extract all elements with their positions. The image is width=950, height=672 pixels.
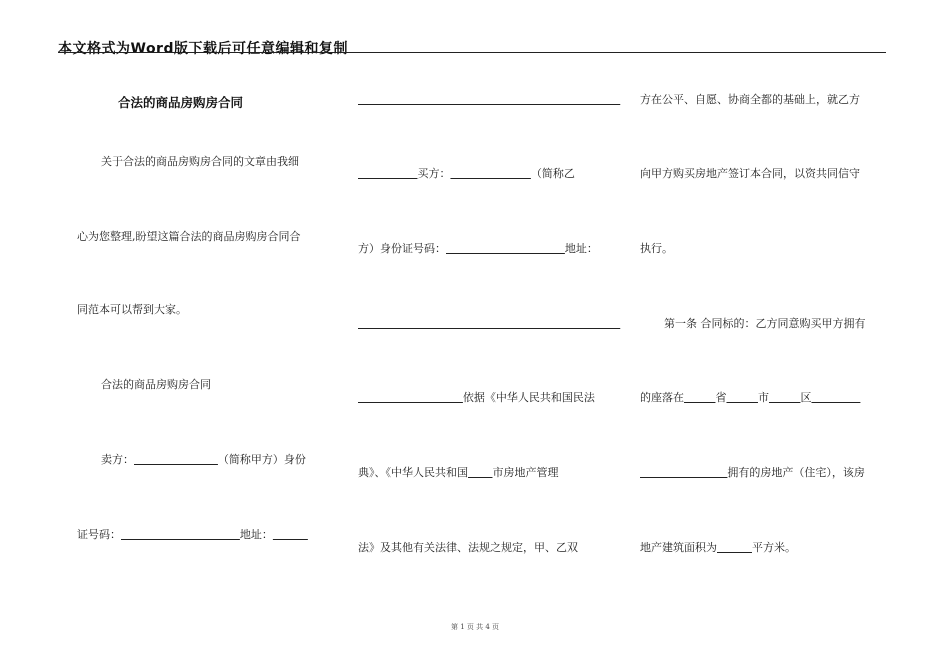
intro-line-2: 心为您整理,盼望这篇合法的商品房购房合同合 bbox=[77, 230, 301, 243]
location-line bbox=[640, 391, 860, 405]
property-line bbox=[640, 466, 865, 480]
page-number: 第 1 页 共 4 页 bbox=[450, 623, 500, 631]
province-blank[interactable] bbox=[684, 391, 715, 404]
contract-heading: 合法的商品房购房合同 bbox=[101, 378, 211, 391]
law-line-3: 法》及其他有关法律、法规之规定，甲、乙双 bbox=[358, 541, 578, 554]
seller-id-label: 证号码： bbox=[77, 528, 121, 541]
district-label: 区 bbox=[800, 391, 812, 404]
right-line-3: 执行。 bbox=[640, 242, 673, 255]
right-line-1: 方在公平、自愿、协商全都的基础上，就乙方 bbox=[640, 93, 860, 106]
buyer-label: 买方： bbox=[417, 167, 451, 180]
document-header: 本文格式为Word版下载后可任意编辑和复制 bbox=[58, 41, 348, 57]
basis-line bbox=[358, 391, 595, 405]
buyer-address-label: 地址： bbox=[564, 242, 598, 255]
seller-name-blank[interactable] bbox=[134, 453, 218, 466]
buyer-name-blank[interactable] bbox=[450, 167, 530, 180]
basis-blank[interactable] bbox=[358, 391, 463, 404]
seller-id-line bbox=[77, 528, 308, 542]
area-line bbox=[640, 541, 796, 555]
area-unit: 平方米。 bbox=[751, 541, 796, 554]
location-prefix: 的座落在 bbox=[640, 391, 684, 404]
buyer-line bbox=[358, 167, 575, 181]
property-text: 拥有的房地产（住宅），该房 bbox=[727, 466, 865, 479]
seller-address-label: 地址： bbox=[239, 528, 273, 541]
blank-line-2[interactable] bbox=[358, 317, 620, 331]
right-line-2: 向甲方购买房地产签订本合同，以资共同信守 bbox=[640, 167, 860, 180]
property-blank[interactable] bbox=[640, 466, 727, 479]
city-blank[interactable] bbox=[468, 466, 492, 479]
seller-suffix: （简称甲方）身份 bbox=[217, 453, 306, 466]
article-one: 第一条 合同标的：乙方同意购买甲方拥有 bbox=[664, 317, 866, 330]
header-divider bbox=[58, 52, 886, 53]
law-prefix: 典》、《中华人民共和国 bbox=[358, 466, 468, 479]
seller-id-blank[interactable] bbox=[121, 528, 240, 541]
basis-text: 依据《中华人民共和国民法 bbox=[462, 391, 595, 404]
area-blank[interactable] bbox=[717, 541, 752, 554]
intro-line-3: 同范本可以帮到大家。 bbox=[77, 303, 187, 316]
province-label: 省 bbox=[715, 391, 727, 404]
district-blank[interactable] bbox=[769, 391, 800, 404]
seller-label: 卖方： bbox=[101, 453, 134, 466]
law-line bbox=[358, 466, 558, 480]
law-suffix: 市房地产管理 bbox=[492, 466, 559, 479]
seller-address-blank[interactable] bbox=[273, 528, 308, 541]
buyer-suffix: （简称乙 bbox=[530, 167, 575, 180]
buyer-id-label: 方）身份证号码： bbox=[358, 242, 446, 255]
area-prefix: 地产建筑面积为 bbox=[640, 541, 717, 554]
seller-line bbox=[101, 453, 306, 467]
buyer-prefix-blank[interactable] bbox=[358, 167, 417, 180]
city-label: 市 bbox=[757, 391, 769, 404]
address-detail-blank[interactable] bbox=[811, 391, 860, 404]
buyer-id-blank[interactable] bbox=[446, 242, 565, 255]
intro-line-1: 关于合法的商品房购房合同的文章由我细 bbox=[101, 155, 299, 168]
city-name-blank[interactable] bbox=[726, 391, 757, 404]
blank-line-1[interactable] bbox=[358, 93, 620, 107]
document-title: 合法的商品房购房合同 bbox=[118, 95, 244, 110]
buyer-id-line bbox=[358, 242, 598, 256]
